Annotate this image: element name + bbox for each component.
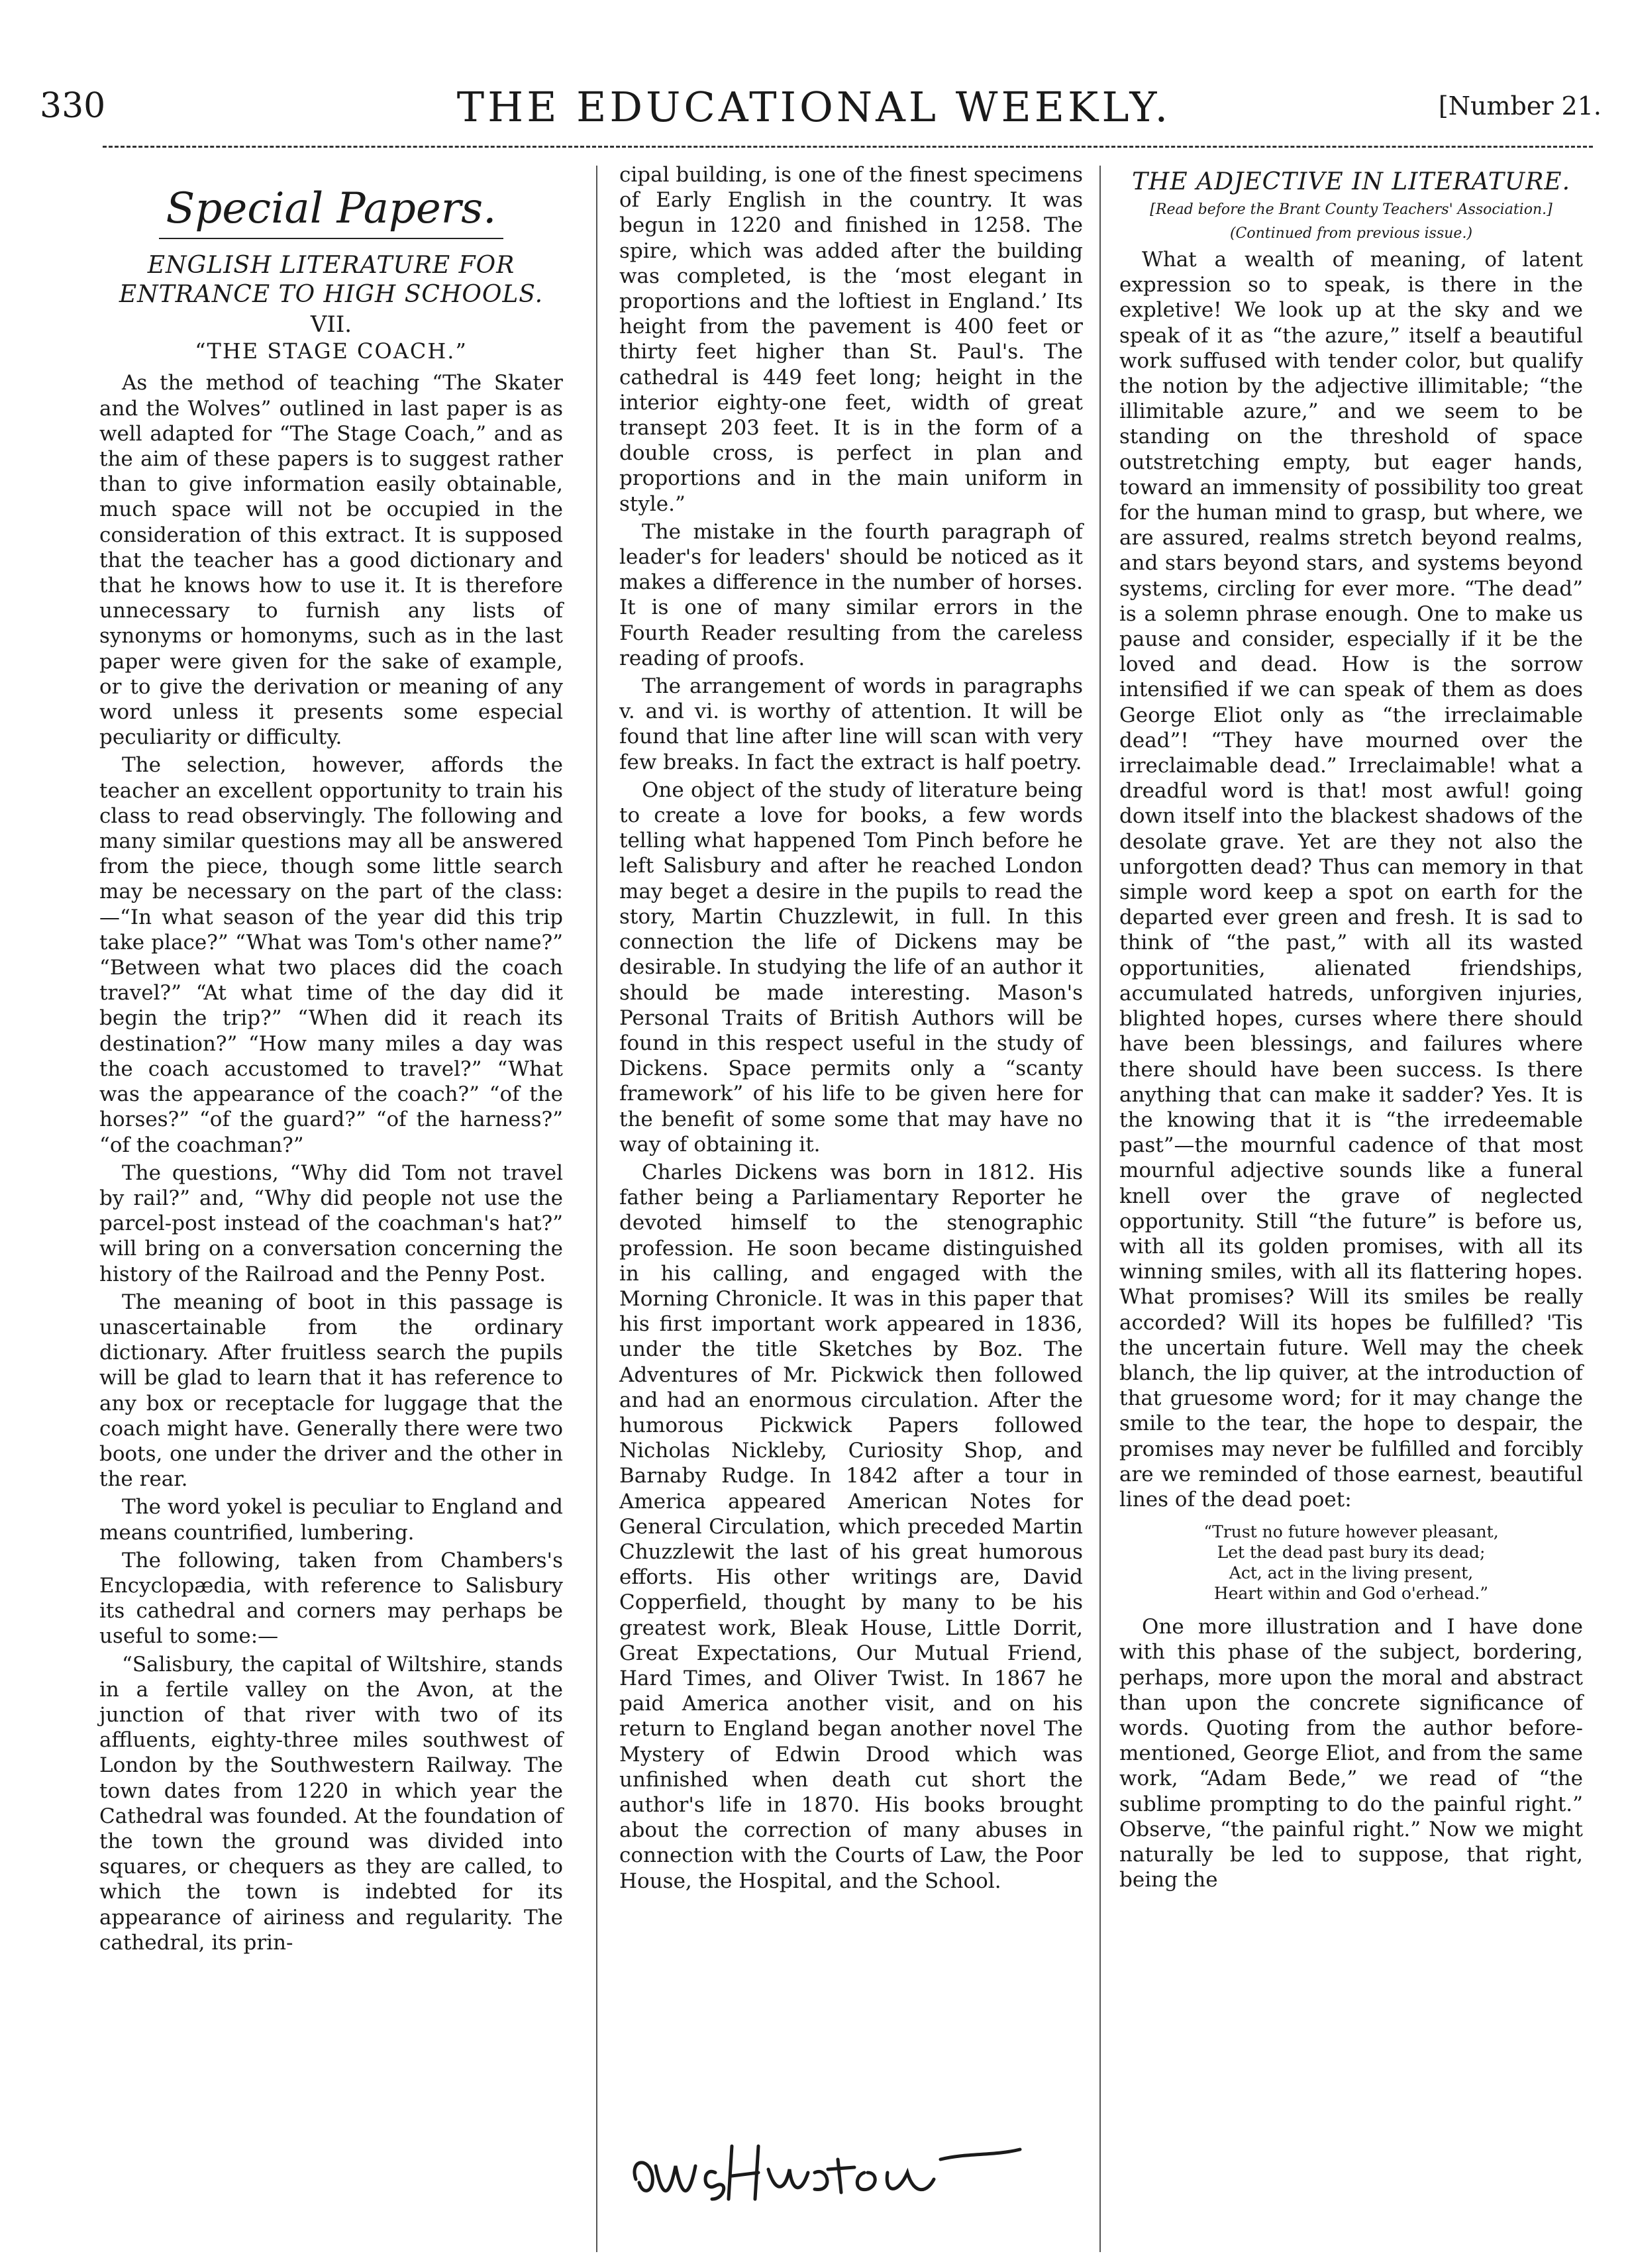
poem-line: “Trust no future however pleasant,	[1203, 1522, 1499, 1542]
paragraph: The arrangement of words in paragraphs v. and vi. is worthy of attention. It will be found that line after line will scan with very few breaks. In fact the extract is half poetry.	[619, 674, 1083, 774]
poem	[1119, 1521, 1583, 1604]
paragraph: The following, taken from Chambers's Encyclopædia, with reference to Salisbury its cathedral and corners may perhaps be useful to some:—	[99, 1548, 563, 1649]
continuation-note: (Continued from previous issue.)	[1229, 225, 1473, 242]
article-title: THE ADJECTIVE IN LITERATURE.	[1131, 168, 1571, 195]
paragraph: The questions, “Why did Tom not travel by rail?” and, “Why did people not use the parcel-post instead of the coachman's hat?” will bring on a conversation concerning the history of the Railroad and the Penny Post.	[99, 1160, 563, 1286]
paragraph: One more illustration and I have done with this phase of the subject, bordering, perhaps, more upon the moral and abstract than upon the concrete significance of words. Quoting from the author before-mentioned, George Eliot, and from the same work, “Adam Bede,” we read of “the sublime prompting to do the painful right.” Observe, “the painful right.” Now we might naturally be led to suppose, that right, being the	[1119, 1615, 1583, 1892]
column-divider	[596, 166, 597, 2252]
article-note: [Read before the Brant County Teachers' Association.]	[1150, 201, 1552, 218]
column-divider	[1099, 166, 1101, 2252]
article-title: ENGLISH LITERATURE FOR ENTRANCE TO HIGH SCHOOLS.	[119, 252, 544, 308]
section-rule	[159, 238, 503, 239]
paragraph: Charles Dickens was born in 1812. His father being a Parliamentary Reporter he devoted himself to the stenographic profession. He soon became distinguished in his calling, and engaged with the Morning Chronicle. It was in this paper that his first important work appeared in 1836, under the title Sketches by Boz. The Adventures of Mr. Pickwick then followed and had an enormous circulation. After the humorous Pickwick Papers followed Nicholas Nickleby, Curiosity Shop, and Barnaby Rudge. In 1842 after a tour in America appeared American Notes for General Circulation, which preceded Martin Chuzzlewit the last of his great humorous efforts. His other writings are, David Copperfield, thought by many to be his greatest work, Bleak House, Little Dorrit, Great Expectations, Our Mutual Friend, Hard Times, and Oliver Twist. In 1867 he paid America another visit, and on his return to England began another novel The Mystery of Edwin Drood which was unfinished when death cut short the author's life in 1870. His books brought about the correction of many abuses in connection with the Courts of Law, the Poor House, the Hospital, and the School.	[619, 1160, 1083, 1893]
page-number: 330	[40, 86, 106, 126]
publication-title: THE EDUCATIONAL WEEKLY.	[456, 83, 1172, 131]
paragraph: The meaning of boot in this passage is unascertainable from the ordinary dictionary. After fruitless search the pupils will be glad to learn that it has reference to any box or receptacle for luggage that the coach might have. Generally there were two boots, one under the driver and the other in the rear.	[99, 1290, 563, 1492]
poem-line: Let the dead past bury its dead;	[1217, 1543, 1486, 1563]
article-subtitle: “THE STAGE COACH.”	[195, 338, 468, 364]
paragraph: cipal building, is one of the finest specimens of Early English in the country. It was begun in 1220 and finished in 1258. The spire, which was added after the building was completed, is the ‘most elegant in proportions and the loftiest in England.’ Its height from the pavement is 400 feet or thirty feet higher than St. Paul's. The cathedral is 449 feet long; height in the interior eighty-one feet, width of great transept 203 feet. It is in the form of a double cross, is perfect in plan and proportions and in the main uniform in style.”	[619, 163, 1083, 516]
column-2	[619, 162, 1083, 1896]
article-number: VII.	[310, 311, 352, 338]
column-3	[1119, 162, 1583, 1895]
paragraph: The selection, however, affords the teacher an excellent opportunity to train his class to read observingly. The following and many similar questions may all be answered from the piece, though some little search may be necessary on the part of the class:—“In what season of the year did this trip take place?” “What was Tom's other name?” “Between what two places did the coach travel?” “At what time of the day did it begin the trip?” “When did it reach its destination?” “How many miles a day was the coach accustomed to travel?” “What was the appearance of the coach?” “of the horses?” “of the guard?” “of the harness?” “of the coachman?”	[99, 753, 563, 1157]
header-rule	[103, 146, 1593, 148]
issue-number: [Number 21.	[1438, 91, 1602, 121]
author-signature	[616, 2120, 1080, 2219]
section-heading: Special Papers.	[166, 184, 497, 233]
paragraph: One object of the study of literature being to create a love for books, a few words telling what happened Tom Pinch before he left Salisbury and after he reached London may beget a desire in the pupils to read the story, Martin Chuzzlewit, in full. In this connection the life of Dickens may be desirable. In studying the life of an author it should be made interesting. Mason's Personal Traits of British Authors will be found in this respect useful in the study of Dickens. Space permits only a “scanty framework” of his life to be given here for the benefit of some some that may have no way of obtaining it.	[619, 778, 1083, 1157]
poem-line: Heart within and God o'erhead.”	[1213, 1584, 1489, 1604]
paragraph: The word yokel is peculiar to England and means countrified, lumbering.	[99, 1495, 563, 1545]
paragraph: The mistake in the fourth paragraph of leader's for leaders' should be noticed as it makes a difference in the number of horses. It is one of many similar errors in the Fourth Reader resulting from the careless reading of proofs.	[619, 519, 1083, 670]
page-header	[0, 0, 1628, 132]
column-1	[99, 162, 563, 1958]
paragraph: “Salisbury, the capital of Wiltshire, stands in a fertile valley on the Avon, at the junction of that river with two of its affluents, eighty-three miles southwest of London by the Southwestern Railway. The town dates from 1220 in which year the Cathedral was founded. At the foundation of the town the ground was divided into squares, or chequers as they are called, to which the town is indebted for its appearance of airiness and regularity. The cathedral, its prin-	[99, 1652, 563, 1955]
paragraph: As the method of teaching “The Skater and the Wolves” outlined in last paper is as well adapted for “The Stage Coach,” and as the aim of these papers is to suggest rather than to give information easily obtainable, much space will not be occupied in the consideration of this extract. It is supposed that the teacher has a good dictionary and that he knows how to use it. It is therefore unnecessary to furnish any lists of synonyms or homonyms, such as in the last paper were given for the sake of example, or to give the derivation or meaning of any word unless it presents some especial peculiarity or difficulty.	[99, 371, 563, 750]
poem-line: Act, act in the living present,	[1229, 1563, 1474, 1583]
paragraph: What a wealth of meaning, of latent expression so to speak, is there in the expletive! We look up at the sky and we speak of it as “the azure,” itself a beautiful work suffused with tender color, but qualify the notion by the adjective illimitable; “the illimitable azure,” and we seem to be standing on the threshold of space outstretching empty, but eager hands, toward an immensity of possibility too great for the human mind to grasp, but where, we are assured, realms stretch beyond realms, and stars beyond stars, and systems beyond systems, circling for ever more. “The dead” is a solemn phrase enough. One to make us pause and consider, especially if it be the loved and dead. How is the sorrow intensified if we can speak of them as does George Eliot only as “the irreclaimable dead”! “They have mourned over the irreclaimable dead.” Irreclaimable! what a dreadful word is that! most awful! going down itself into the blackest shadows of the desolate grave. Yet are they not also the unforgotten dead? Thus can memory in that simple word keep a spot on earth for the departed ever green and fresh. It is sad to think of “the past,” with all its wasted opportunities, alienated friendships, accumulated hatreds, unforgiven injuries, blighted hopes, curses where there should have been blessings, and failures where there should have been success. Is there anything that can make it sadder? Yes. It is the knowing that it is “the irredeemable past”—the mournful cadence of that most mournful adjective sounds like a funeral knell over the grave of neglected opportunity. Still “the future” is before us, with all its golden promises, with all its winning smiles, with all its flattering hopes. What promises? Will its smiles be really accorded? Will its hopes be fulfilled? 'Tis the uncertain future. Well may the cheek blanch, the lip quiver, at the introduction of that gruesome word; for it may change the smile to the tear, the hope to despair, the promises may never be fulfilled and forcibly are we reminded of those earnest, beautiful lines of the dead poet:	[1119, 248, 1583, 1512]
